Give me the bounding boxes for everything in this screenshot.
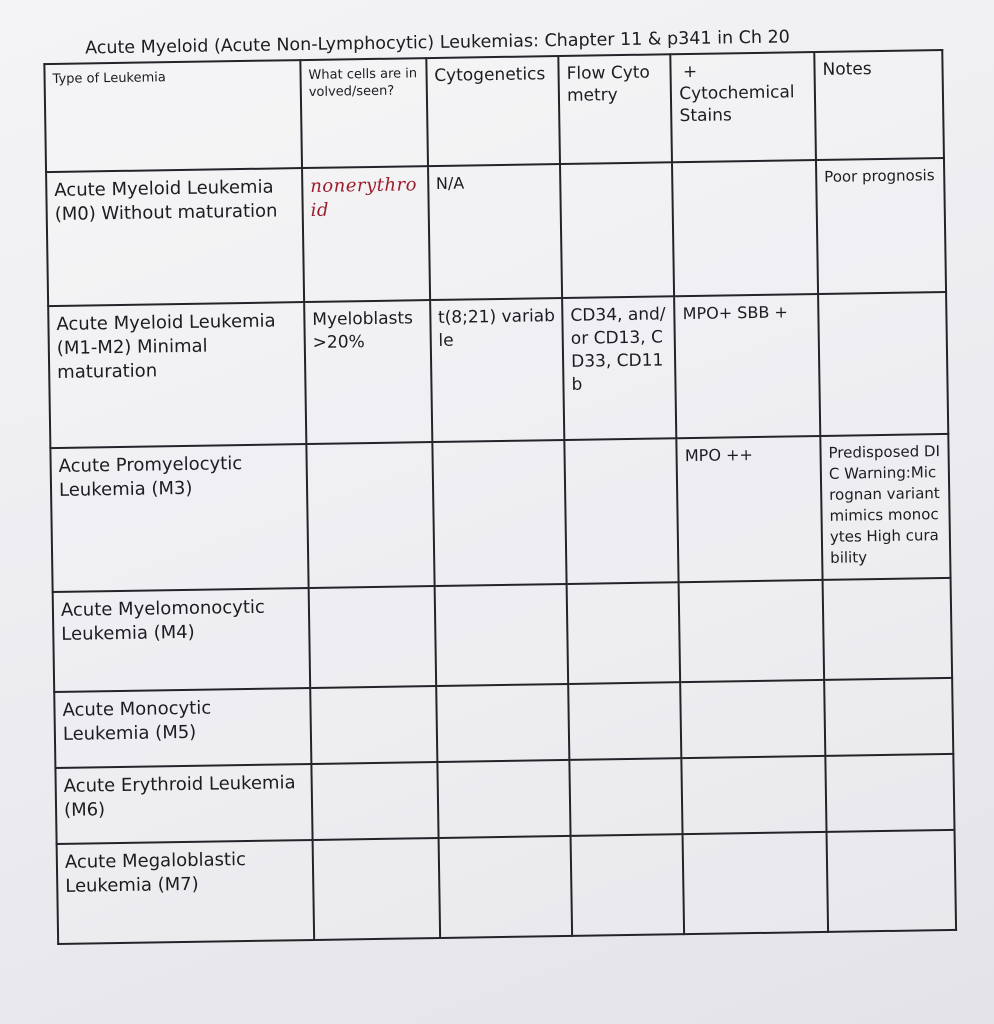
table-row	[54, 678, 953, 768]
header-cytochemical-stains	[671, 52, 816, 162]
row-stains	[672, 160, 818, 296]
row-cells	[313, 838, 440, 940]
worksheet	[43, 21, 957, 945]
header-stains-label: Cytochemical Stains	[679, 82, 795, 127]
table-row	[53, 578, 952, 692]
row-cytogenetics	[436, 684, 570, 762]
row-notes	[824, 678, 953, 756]
leukemia-table	[43, 49, 957, 945]
row-cytogenetics	[437, 760, 571, 838]
table-row	[48, 292, 948, 448]
header-cells: What cells are involved/seen?	[300, 58, 427, 168]
row-cytogenetics	[438, 836, 572, 938]
row-stains	[679, 580, 824, 682]
row-type: Acute Myelomonocytic Leukemia (M4)	[53, 588, 310, 692]
row-flow	[567, 582, 681, 684]
row-notes: Predisposed DIC Warning:Micrognan variant mimics monocytes High curability	[820, 434, 950, 580]
row-cells	[310, 686, 437, 764]
row-notes	[825, 754, 954, 832]
row-type: Acute Myeloid Leukemia (M1-M2) Minimal maturation	[48, 302, 306, 448]
row-flow	[564, 438, 678, 584]
header-cytogenetics: Cytogenetics	[426, 56, 560, 166]
row-flow	[569, 758, 682, 836]
row-cells	[311, 762, 438, 840]
page-title: Acute Myeloid (Acute Non-Lymphocytic) Leukemias: Chapter 11 & p341 in Ch 20	[84, 27, 790, 59]
row-cells	[302, 166, 430, 302]
row-flow	[560, 162, 674, 298]
row-notes	[827, 830, 957, 932]
table-row	[46, 158, 946, 306]
row-stains	[682, 756, 827, 834]
header-type: Type of Leukemia	[44, 60, 302, 172]
row-flow	[568, 682, 681, 760]
row-cytogenetics	[434, 584, 568, 686]
row-cytogenetics: t(8;21) variable	[430, 298, 565, 442]
header-row	[44, 50, 944, 172]
table-row	[57, 830, 956, 944]
row-cytogenetics: N/A	[428, 164, 563, 300]
row-type: Acute Erythroid Leukemia (M6)	[55, 764, 312, 844]
row-type: Acute Monocytic Leukemia (M5)	[54, 688, 311, 768]
row-type: Acute Promyelocytic Leukemia (M3)	[50, 444, 308, 592]
header-stains-plus: +	[682, 61, 698, 83]
row-stains: MPO+ SBB +	[674, 294, 820, 438]
row-stains: MPO ++	[677, 436, 823, 582]
row-cytogenetics	[432, 440, 567, 586]
row-notes	[823, 578, 953, 680]
header-flow-cytometry: Flow Cytometry	[558, 54, 672, 164]
row-flow	[571, 834, 685, 936]
row-cells	[306, 442, 434, 588]
table-row	[55, 754, 954, 844]
row-type: Acute Megaloblastic Leukemia (M7)	[57, 840, 314, 944]
row-notes: Poor prognosis	[816, 158, 946, 294]
table-row	[50, 434, 950, 592]
row-cells: Myeloblasts >20%	[304, 300, 432, 444]
header-notes: Notes	[814, 50, 944, 160]
row-stains	[680, 680, 825, 758]
row-stains	[683, 832, 828, 934]
row-flow: CD34, and/or CD13, CD33, CD11b	[562, 296, 676, 440]
row-type: Acute Myeloid Leukemia (M0) Without maturation	[46, 168, 304, 306]
handwritten-note: nonerythroid	[310, 174, 418, 221]
row-cells	[309, 586, 436, 688]
row-notes	[818, 292, 948, 436]
